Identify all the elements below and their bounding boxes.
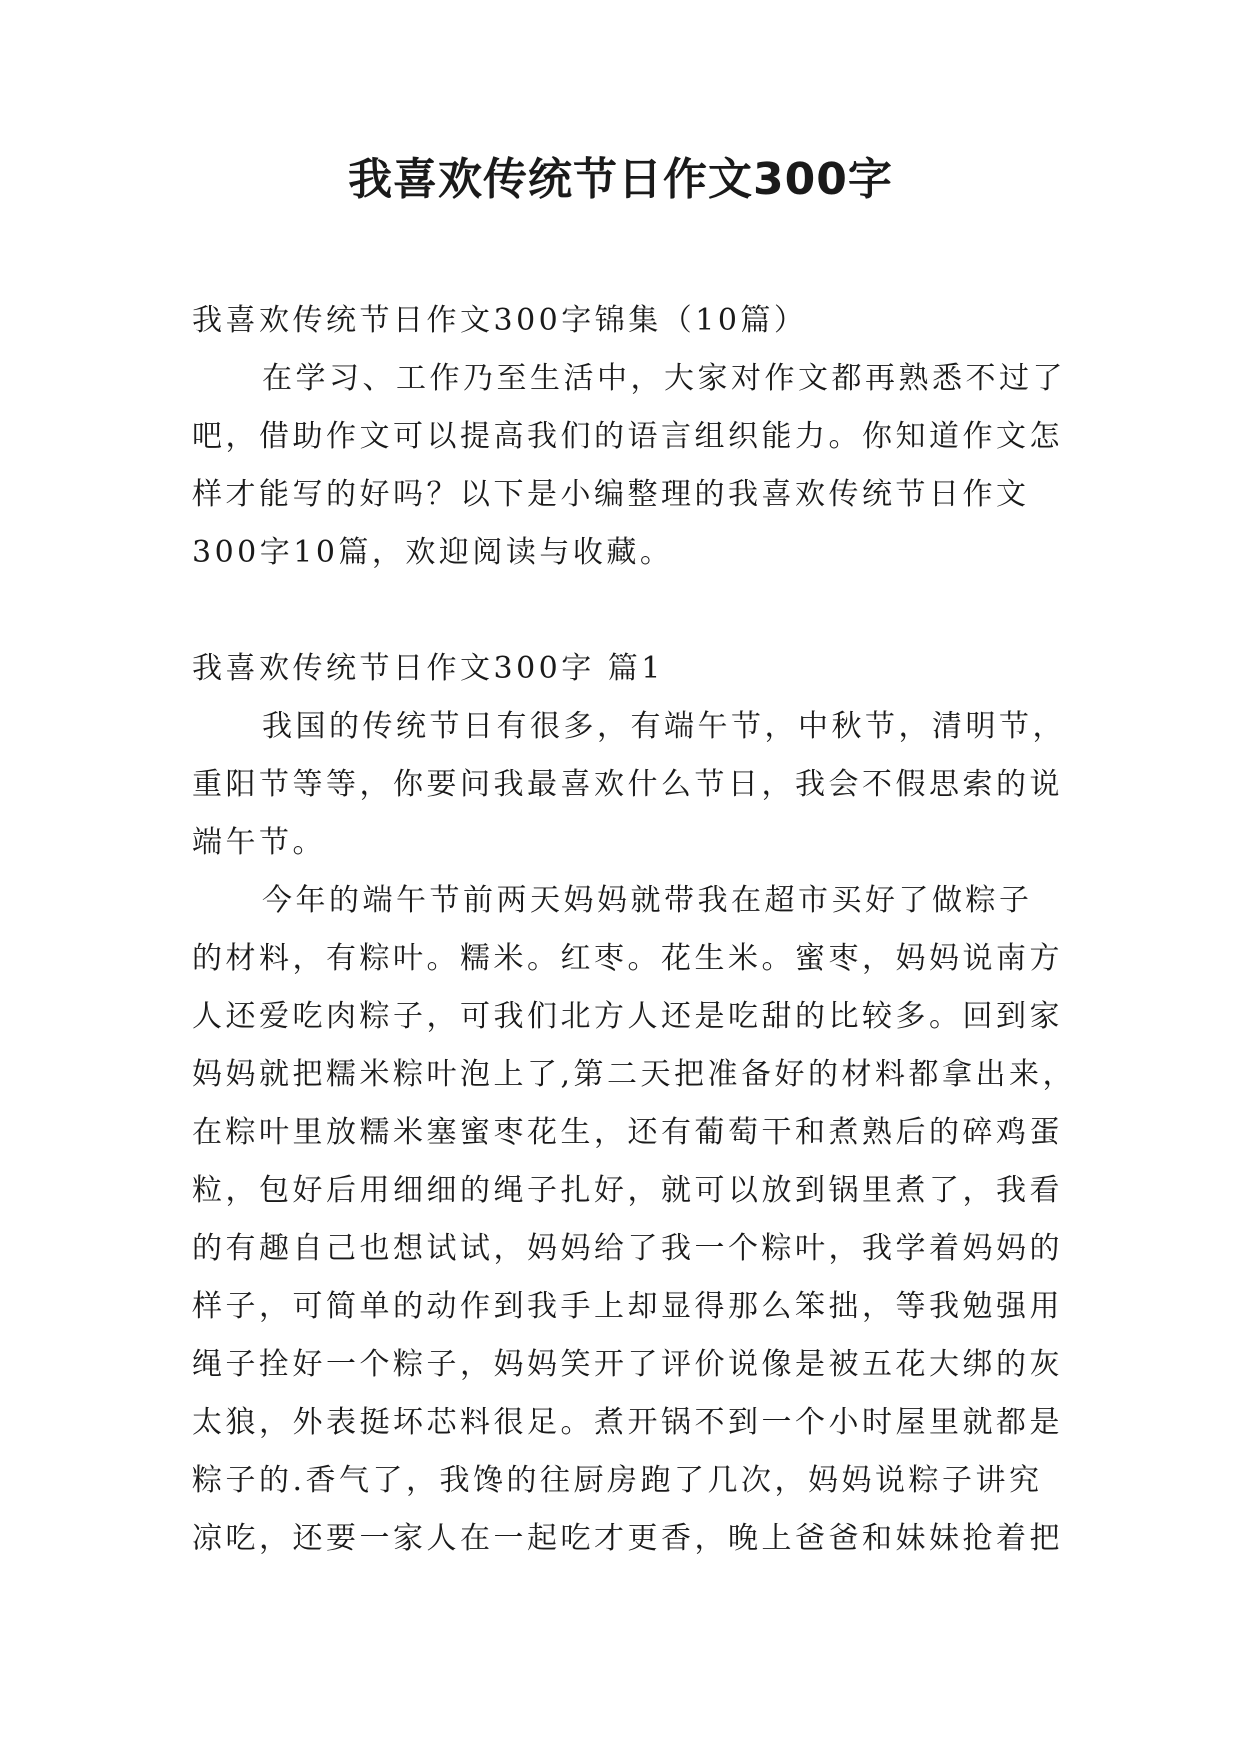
- document-title: 我喜欢传统节日作文300字: [348, 154, 893, 205]
- text-line: 今年的端午节前两天妈妈就带我在超市买好了做粽子: [262, 883, 1033, 918]
- text-line: 样才能写的好吗？以下是小编整理的我喜欢传统节日作文: [192, 477, 1030, 512]
- text-line: 我喜欢传统节日作文300字 篇1: [192, 651, 664, 686]
- text-line: 样子，可简单的动作到我手上却显得那么笨拙，等我勉强用: [192, 1289, 1063, 1324]
- text-line: 吧，借助作文可以提高我们的语言组织能力。你知道作文怎: [192, 419, 1063, 454]
- text-line: 绳子拴好一个粽子，妈妈笑开了评价说像是被五花大绑的灰: [192, 1347, 1063, 1382]
- text-line: 的材料，有粽叶。糯米。红枣。花生米。蜜枣，妈妈说南方: [192, 941, 1063, 976]
- blank-line: [192, 582, 1054, 640]
- text-line: 凉吃，还要一家人在一起吃才更香，晚上爸爸和妹妹抢着把: [192, 1521, 1063, 1556]
- text-line: 太狼，外表挺坏芯料很足。煮开锅不到一个小时屋里就都是: [192, 1405, 1063, 1440]
- text-line: 人还爱吃肉粽子，可我们北方人还是吃甜的比较多。回到家: [192, 999, 1063, 1034]
- text-line: 我喜欢传统节日作文300字锦集（10篇）: [192, 303, 808, 338]
- text-line: 在粽叶里放糯米塞蜜枣花生，还有葡萄干和煮熟后的碎鸡蛋: [192, 1115, 1063, 1150]
- text-line: 的有趣自己也想试试，妈妈给了我一个粽叶，我学着妈妈的: [192, 1231, 1063, 1266]
- text-line: 粒，包好后用细细的绳子扎好，就可以放到锅里煮了，我看: [192, 1173, 1063, 1208]
- text-line: 重阳节等等，你要问我最喜欢什么节日，我会不假思索的说: [192, 767, 1063, 802]
- document-body: [192, 292, 1077, 1568]
- text-line: 妈妈就把糯米粽叶泡上了,第二天把准备好的材料都拿出来，: [192, 1057, 1077, 1092]
- text-line: 粽子的.香气了，我馋的往厨房跑了几次，妈妈说粽子讲究: [192, 1463, 1043, 1498]
- text-line: 我国的传统节日有很多，有端午节，中秋节，清明节，: [262, 709, 1066, 744]
- text-line: 端午节。: [192, 825, 326, 860]
- text-line: 300字10篇，欢迎阅读与收藏。: [192, 535, 674, 570]
- text-line: 在学习、工作乃至生活中，大家对作文都再熟悉不过了: [262, 361, 1066, 396]
